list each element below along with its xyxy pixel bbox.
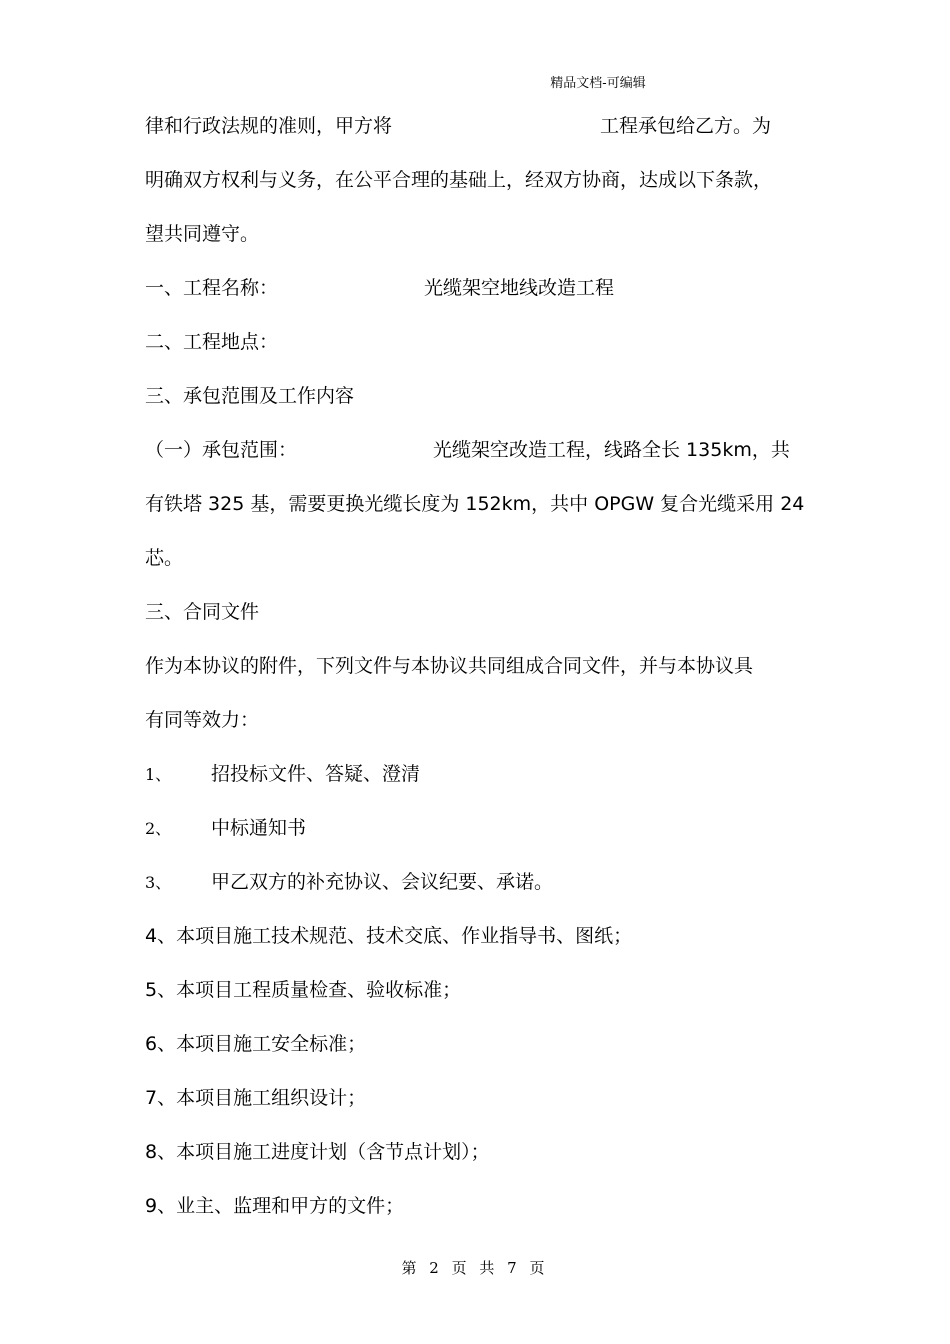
page-header [0, 72, 950, 91]
paragraph-line-2: 明确双方权利与义务，在公平合理的基础上，经双方协商，达成以下条款， [145, 169, 773, 191]
list-item: 2、 中标通知书 [145, 817, 307, 839]
project-name: 一、工程名称： 光缆架空地线改造工程 [145, 277, 615, 299]
paragraph-line-1: 律和行政法规的准则，甲方将 工程承包给乙方。为 [145, 115, 772, 137]
list-item: 6、本项目施工安全标准； [145, 1033, 367, 1055]
list-item: 5、本项目工程质量检查、验收标准； [145, 979, 462, 1001]
scope-cont-2: 芯。 [145, 547, 184, 569]
contract-intro-2: 有同等效力： [145, 709, 260, 731]
document-body [145, 112, 815, 1246]
list-item: 8、本项目施工进度计划（含节点计划）； [145, 1141, 490, 1163]
project-name-value: 光缆架空地线改造工程 [424, 277, 615, 299]
list-item: 1、 招投标文件、答疑、澄清 [145, 763, 421, 785]
contract-heading: 三、合同文件 [145, 601, 260, 623]
paragraph-line-3: 望共同遵守。 [145, 223, 260, 245]
list-item: 4、本项目施工技术规范、技术交底、作业指导书、图纸； [145, 925, 633, 947]
page-number: 第 2 页 共 7 页 [401, 1259, 549, 1277]
list-item: 7、本项目施工组织设计； [145, 1087, 367, 1109]
project-location: 二、工程地点： [145, 331, 279, 353]
page-footer [0, 1257, 950, 1278]
header-text: 精品文档-可编辑 [550, 76, 646, 91]
list-item: 9、业主、监理和甲方的文件； [145, 1195, 405, 1217]
scope-cont-1: 有铁塔 325 基，需要更换光缆长度为 152km，共中 OPGW 复合光缆采用 24 [145, 493, 805, 515]
list-item: 3、 甲乙双方的补充协议、会议纪要、承诺。 [145, 871, 554, 893]
contract-intro-1: 作为本协议的附件，下列文件与本协议共同组成合同文件，并与本协议具 [145, 655, 754, 677]
scope-line: （一）承包范围： 光缆架空改造工程，线路全长 135km，共 [145, 439, 790, 461]
scope-heading: 三、承包范围及工作内容 [145, 385, 355, 407]
